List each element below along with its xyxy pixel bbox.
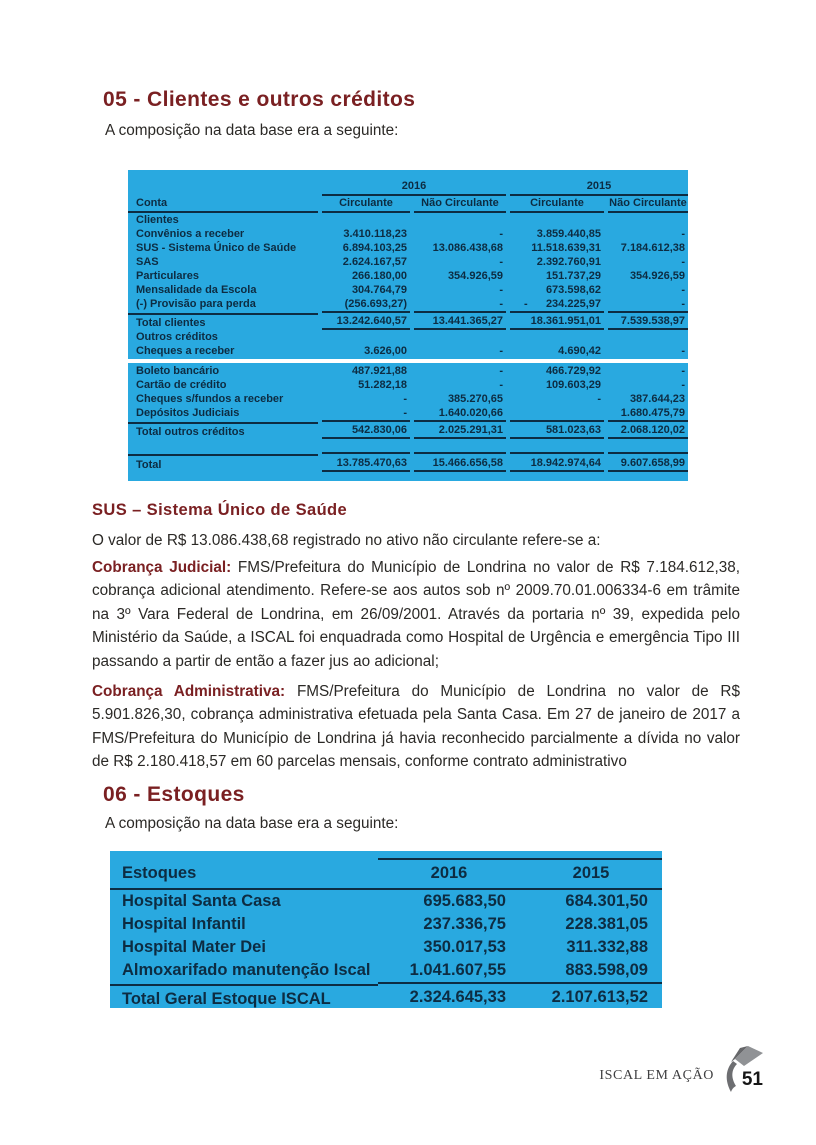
row-value: - 234.225,97	[523, 298, 601, 310]
row-value: 487.921,88	[351, 365, 407, 377]
table-row-total	[128, 311, 688, 330]
section-06-intro: A composição na data base era a seguinte:	[105, 815, 399, 832]
row-value: 9.607.658,99	[608, 452, 688, 472]
row-value: -	[499, 345, 503, 357]
row-value: -	[681, 298, 685, 310]
row-value: -	[403, 407, 407, 419]
table-row-data	[110, 890, 662, 913]
table-row-data	[128, 378, 688, 392]
row-value: -	[499, 284, 503, 296]
row-label: Cheques s/fundos a receber	[136, 393, 284, 405]
table-row-spacer	[128, 439, 688, 452]
col-header-circulante-2016: Circulante	[322, 196, 410, 213]
row-value: 354.926,59	[629, 270, 685, 282]
table-row-section	[128, 213, 688, 227]
row-value: 354.926,59	[447, 270, 503, 282]
cobranca-judicial-label: Cobrança Judicial:	[92, 559, 232, 576]
estoques-table	[110, 851, 662, 1008]
row-value: 51.282,18	[358, 379, 407, 391]
year-2015-header: 2015	[520, 858, 662, 890]
row-label: Hospital Mater Dei	[122, 938, 266, 956]
year-2015-header: 2015	[510, 179, 688, 196]
sus-intro-paragraph: O valor de R$ 13.086.438,68 registrado no ativo não circulante refere-se a:	[92, 532, 601, 549]
row-value: 385.270,65	[447, 393, 503, 405]
table-row-divider	[128, 359, 688, 363]
row-value: 350.017,53	[423, 938, 506, 956]
row-value: 13.242.640,57	[322, 311, 410, 330]
row-value: 6.894.103,25	[342, 242, 407, 254]
section-05-heading: 05 - Clientes e outros créditos	[103, 88, 416, 111]
year-2016-header: 2016	[322, 179, 506, 196]
col-header-estoques: Estoques	[110, 862, 378, 890]
row-value: 18.942.974,64	[510, 452, 604, 472]
cobranca-administrativa-label: Cobrança Administrativa:	[92, 683, 286, 700]
table1-column-header-row	[128, 196, 688, 213]
row-value: 2.324.645,33	[378, 982, 520, 1008]
table-row-data	[128, 269, 688, 283]
row-label: SAS	[136, 256, 159, 268]
row-value: -	[499, 365, 503, 377]
row-value: 13.785.470,63	[322, 452, 410, 472]
table-row-data	[128, 227, 688, 241]
row-value: -	[499, 379, 503, 391]
page-footer	[599, 1046, 764, 1096]
row-value: -	[499, 228, 503, 240]
row-value: 2.392.760,91	[536, 256, 601, 268]
table-row-data	[110, 959, 662, 982]
table-row-data	[128, 344, 688, 358]
row-value: 3.410.118,23	[343, 228, 407, 240]
row-value: 11.518.639,31	[531, 242, 601, 254]
row-value: 2.107.613,52	[520, 982, 662, 1008]
table2-header-row	[110, 858, 662, 890]
table-row-data	[128, 406, 688, 420]
row-value: 695.683,50	[423, 892, 506, 910]
row-value: 3.626,00	[364, 345, 407, 357]
table-row-total	[128, 420, 688, 439]
row-value: 7.184.612,38	[620, 242, 685, 254]
row-value: 4.690,42	[558, 345, 601, 357]
row-label: Total outros créditos	[128, 422, 318, 439]
table-row-data	[128, 255, 688, 269]
table-row-grand	[128, 452, 688, 472]
cobranca-administrativa-text: FMS/Prefeitura do Município de Londrina no valor de R$ 5.901.826,30, cobrança administrativa efetuada pela Santa Casa. Em 27 de janeiro de 2017 a FMS/Prefeitura do Município de Londrina já havia reconhecido parcialmente a dívida no valor de R$ 2.180.418,57 em 60 parcelas mensais, conforme contrato administrativo	[92, 683, 740, 771]
row-value: 237.336,75	[423, 915, 506, 933]
row-value: 2.624.167,57	[342, 256, 407, 268]
row-value: 311.332,88	[566, 938, 648, 956]
row-value: 304.764,79	[351, 284, 407, 296]
col-header-circulante-2015: Circulante	[510, 196, 604, 213]
row-value: -	[499, 256, 503, 268]
row-value: -	[681, 345, 685, 357]
row-value: 581.023,63	[510, 420, 604, 439]
row-value: 883.598,09	[565, 961, 648, 979]
row-value: 542.830,06	[322, 420, 410, 439]
table-row-data	[128, 392, 688, 406]
sus-heading: SUS – Sistema Único de Saúde	[92, 501, 348, 519]
page-number: 51	[741, 1069, 763, 1090]
clientes-outros-creditos-table	[128, 170, 688, 481]
row-value: 228.381,05	[565, 915, 648, 933]
cobranca-administrativa-paragraph	[92, 680, 740, 774]
row-value: 387.644,23	[629, 393, 685, 405]
row-label: (-) Provisão para perda	[136, 298, 256, 310]
cobranca-judicial-paragraph	[92, 556, 740, 673]
row-value: 1.041.607,55	[409, 961, 506, 979]
col-header-nao-circulante-2015: Não Circulante	[608, 196, 688, 213]
row-label: Outros créditos	[136, 331, 218, 343]
row-label: Total Geral Estoque ISCAL	[110, 984, 378, 1008]
table-row-data	[128, 364, 688, 378]
row-label: Total clientes	[128, 313, 318, 330]
row-value: 1.640.020,66	[438, 407, 503, 419]
row-label: Particulares	[136, 270, 199, 282]
row-label: Hospital Infantil	[122, 915, 246, 933]
table1-year-header-row	[128, 179, 688, 196]
row-value: 684.301,50	[565, 892, 648, 910]
row-value: -	[499, 298, 503, 310]
row-value: 13.086.438,68	[432, 242, 503, 254]
table-row-data	[128, 297, 688, 311]
row-value: 7.539.538,97	[608, 311, 688, 330]
row-label: Mensalidade da Escola	[136, 284, 257, 296]
row-value: 266.180,00	[351, 270, 407, 282]
row-value: 466.729,92	[545, 365, 601, 377]
section-05-intro: A composição na data base era a seguinte:	[105, 122, 399, 139]
row-value: 673.598,62	[545, 284, 601, 296]
section-06-heading: 06 - Estoques	[103, 783, 245, 806]
table-row-data	[128, 241, 688, 255]
row-value: 1.680.475,79	[620, 407, 685, 419]
row-value: 151.737,29	[545, 270, 601, 282]
table-row-data	[110, 913, 662, 936]
row-label: Cheques a receber	[136, 345, 235, 357]
col-header-nao-circulante-2016: Não Circulante	[414, 196, 506, 213]
row-label: Hospital Santa Casa	[122, 892, 281, 910]
row-value: 109.603,29	[545, 379, 601, 391]
year-2016-header: 2016	[378, 858, 520, 890]
row-label: Depósitos Judiciais	[136, 407, 240, 419]
row-value: -	[681, 365, 685, 377]
table-row-data	[128, 283, 688, 297]
cobranca-judicial-text: FMS/Prefeitura do Município de Londrina no valor de R$ 7.184.612,38, cobrança adicional atendimento. Refere-se aos autos sob nº 2009.70.01.006334-6 em trâmite na 3º Vara Federal de Londrina, em 26/09/2001. Através da portaria nº 39, expedida pelo Ministério da Saúde, a ISCAL foi enquadrada como Hospital de Urgência e emergência Tipo III passando a partir de então a fazer jus ao adicional;	[92, 559, 740, 670]
row-value: 15.466.656,58	[414, 452, 506, 472]
col-header-conta: Conta	[128, 196, 318, 213]
table-row-section	[128, 330, 688, 344]
row-value: 3.859.440,85	[536, 228, 601, 240]
row-value: -	[403, 393, 407, 405]
table-row-data	[110, 936, 662, 959]
row-label: Total	[128, 454, 318, 472]
row-label: SUS - Sistema Único de Saúde	[136, 242, 297, 254]
table-row-total	[110, 982, 662, 1008]
row-value: -	[681, 284, 685, 296]
row-label: Almoxarifado manutenção Iscal	[122, 961, 371, 979]
row-label: Cartão de crédito	[136, 379, 227, 391]
row-value: -	[597, 393, 601, 405]
row-label: Clientes	[136, 214, 179, 226]
row-value: 2.025.291,31	[414, 420, 506, 439]
row-value: -	[681, 379, 685, 391]
footer-brand-text: ISCAL EM AÇÃO	[599, 1068, 714, 1083]
row-label: Boleto bancário	[136, 365, 220, 377]
row-value: -	[681, 228, 685, 240]
row-value: 2.068.120,02	[608, 420, 688, 439]
row-value: -	[681, 256, 685, 268]
row-value: 13.441.365,27	[414, 311, 506, 330]
row-value: (256.693,27)	[344, 298, 407, 310]
row-value: 18.361.951,01	[510, 311, 604, 330]
row-label: Convênios a receber	[136, 228, 245, 240]
iscal-ribbon-logo-icon	[718, 1046, 764, 1096]
